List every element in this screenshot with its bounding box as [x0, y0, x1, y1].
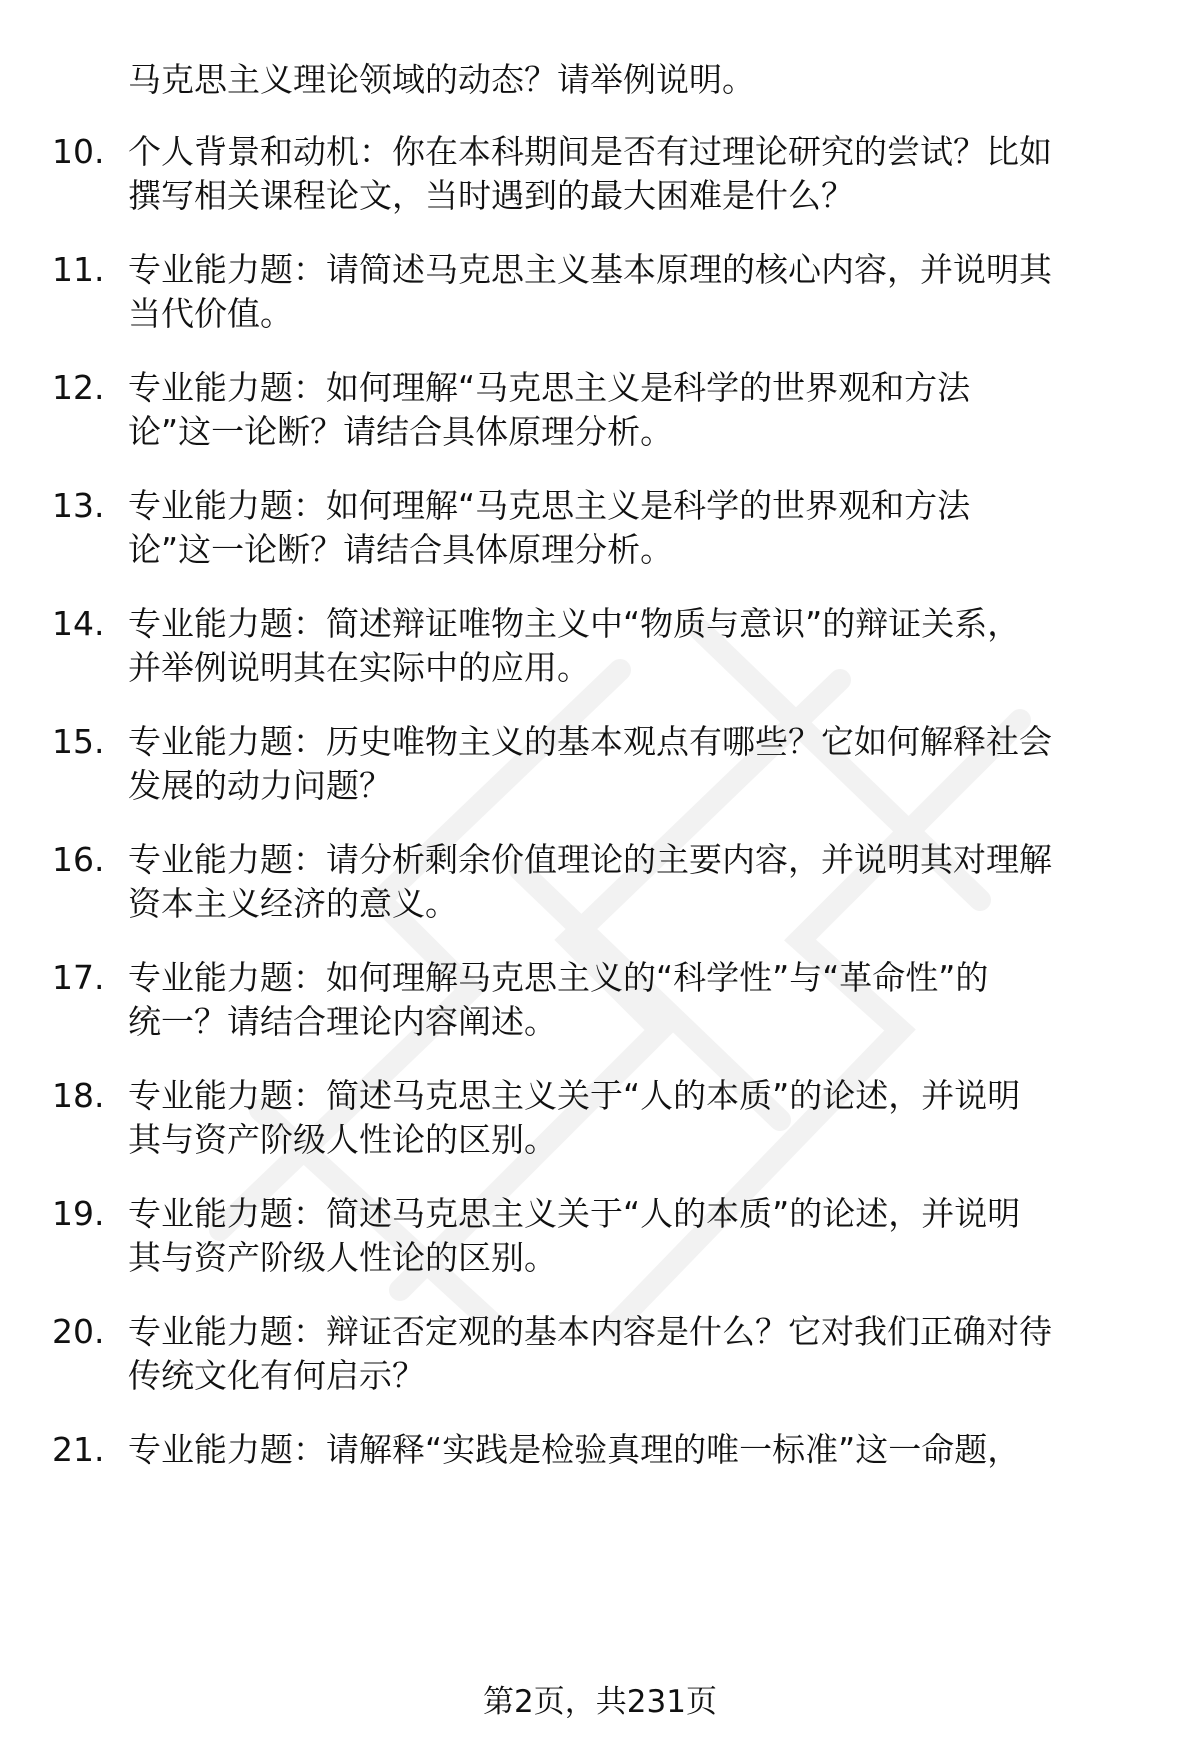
- item-line: 撰写相关课程论文，当时遇到的最大困难是什么？: [128, 176, 854, 215]
- item-line: 发展的动力问题？: [128, 766, 392, 805]
- item-line: 专业能力题：如何理解“马克思主义是科学的世界观和方法: [128, 368, 971, 407]
- item-line: 专业能力题：请解释“实践是检验真理的唯一标准”这一命题，: [128, 1430, 1021, 1469]
- item-line: 专业能力题：请简述马克思主义基本原理的核心内容，并说明其: [128, 250, 1052, 289]
- item-number: 11.: [52, 250, 105, 289]
- item-number: 19.: [52, 1194, 105, 1233]
- item-line: 个人背景和动机：你在本科期间是否有过理论研究的尝试？比如: [128, 132, 1052, 171]
- item-line: 并举例说明其在实际中的应用。: [128, 648, 590, 687]
- item-number: 21.: [52, 1430, 105, 1469]
- item-line: 资本主义经济的意义。: [128, 884, 458, 923]
- item-line: 专业能力题：请分析剩余价值理论的主要内容，并说明其对理解: [128, 840, 1052, 879]
- item-line: 专业能力题：简述马克思主义关于“人的本质”的论述，并说明: [128, 1194, 1021, 1233]
- continuation-line: 马克思主义理论领域的动态？请举例说明。: [128, 60, 755, 99]
- item-number: 13.: [52, 486, 105, 525]
- item-number: 14.: [52, 604, 105, 643]
- item-number: 12.: [52, 368, 105, 407]
- item-number: 20.: [52, 1312, 105, 1351]
- item-line: 专业能力题：辩证否定观的基本内容是什么？它对我们正确对待: [128, 1312, 1052, 1351]
- item-number: 10.: [52, 132, 105, 171]
- item-line: 其与资产阶级人性论的区别。: [128, 1238, 557, 1277]
- item-line: 论”这一论断？请结合具体原理分析。: [128, 530, 674, 569]
- item-line: 专业能力题：如何理解马克思主义的“科学性”与“革命性”的: [128, 958, 989, 997]
- item-line: 其与资产阶级人性论的区别。: [128, 1120, 557, 1159]
- item-line: 专业能力题：如何理解“马克思主义是科学的世界观和方法: [128, 486, 971, 525]
- item-line: 传统文化有何启示？: [128, 1356, 425, 1395]
- item-line: 当代价值。: [128, 294, 293, 333]
- item-line: 论”这一论断？请结合具体原理分析。: [128, 412, 674, 451]
- item-line: 专业能力题：历史唯物主义的基本观点有哪些？它如何解释社会: [128, 722, 1052, 761]
- item-line: 统一？请结合理论内容阐述。: [128, 1002, 557, 1041]
- item-number: 18.: [52, 1076, 105, 1115]
- item-number: 16.: [52, 840, 105, 879]
- item-number: 15.: [52, 722, 105, 761]
- page-footer: 第2页，共231页: [483, 1684, 717, 1720]
- item-line: 专业能力题：简述辩证唯物主义中“物质与意识”的辩证关系，: [128, 604, 1021, 643]
- item-number: 17.: [52, 958, 105, 997]
- item-line: 专业能力题：简述马克思主义关于“人的本质”的论述，并说明: [128, 1076, 1021, 1115]
